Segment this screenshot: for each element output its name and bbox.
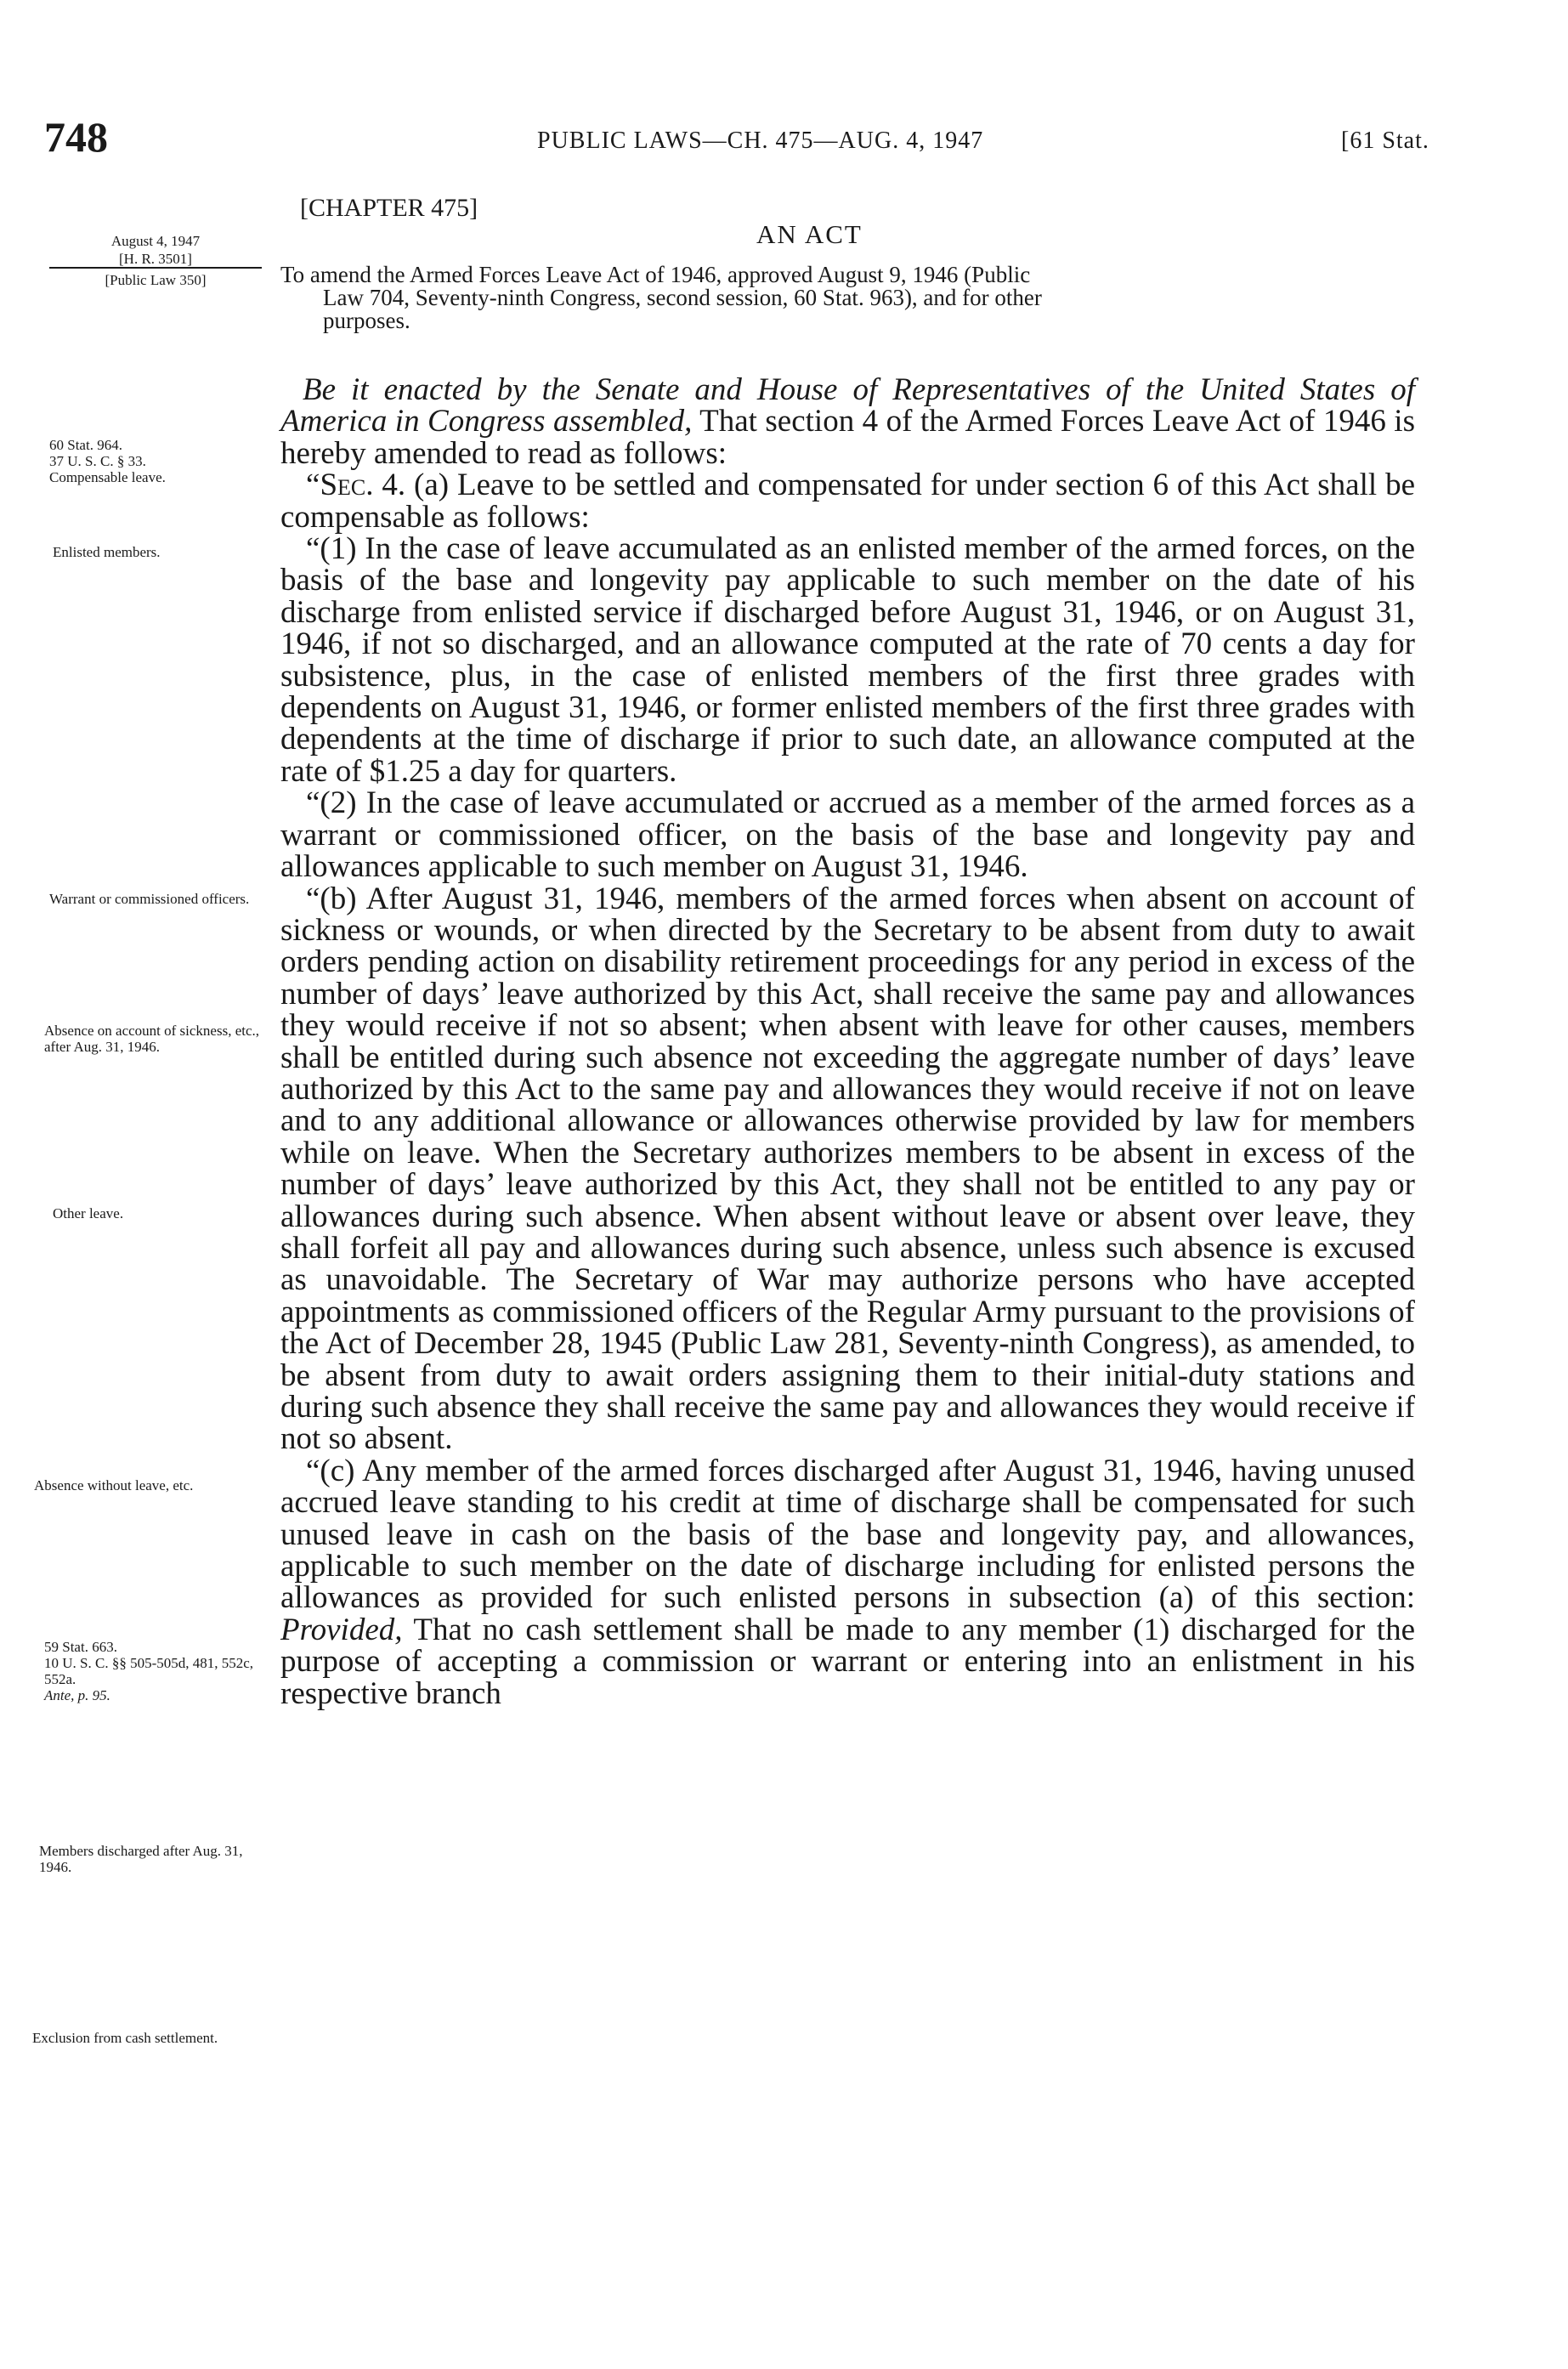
act-label: AN ACT [756, 219, 863, 249]
paragraph-c-text: “(c) Any member of the armed forces discharged after August 31, 1946, having unused accrued leave standing to his credit at time of discharge shall be compensated for such unused leave in cash on the basis of the base and longevity pay, and allowances, applicable to such member on the date of discharge including for enlisted persons the allowances as provided for such enlisted persons in subsection (a) of this section: [280, 1453, 1415, 1616]
provided-italic: Provided, [280, 1612, 403, 1647]
margin-note-other-leave: Other leave. [53, 1205, 124, 1221]
enacting-clause-rest: That section 4 of the Armed Forces Leave Act of 1946 is hereby amended to read as follows: [280, 404, 1415, 471]
section-label: Sec. [320, 468, 374, 503]
ante-citation: Ante, p. 95. [44, 1687, 110, 1703]
stat-citation: 60 Stat. 964. [49, 437, 122, 453]
act-title [280, 264, 1415, 332]
section-4a [280, 469, 1415, 533]
page-number: 748 [44, 113, 108, 161]
title-line-3: purposes. [323, 308, 410, 333]
usc-505-citation: 10 U. S. C. §§ 505-505d, 481, 552c, 552a. [44, 1655, 254, 1687]
paragraph-c [280, 1455, 1415, 1709]
margin-note-enlisted: Enlisted members. [53, 544, 161, 560]
title-line-1: To amend the Armed Forces Leave Act of 1946, approved August 9, 1946 (Public [280, 262, 1031, 287]
margin-note-absence-sickness: Absence on account of sickness, etc., after Aug. 31, 1946. [44, 1023, 260, 1055]
margin-note-stat [49, 437, 270, 485]
section-open-quote: “ [306, 468, 320, 503]
enactment-date: August 4, 1947 [110, 233, 201, 249]
body-text [280, 374, 1415, 1709]
margin-note-citations [44, 1639, 265, 1703]
enacting-clause-italic: Be it enacted by the Senate and House of Representatives of the United States of America in Congress assembled, [280, 372, 1415, 439]
margin-note-warrant: Warrant or commissioned officers. [49, 891, 250, 907]
public-law-number: [Public Law 350] [105, 272, 207, 288]
paragraph-a2: “(2) In the case of leave accumulated or accrued as a member of the armed forces as a warrant or commissioned officer, on the basis of the base and longevity pay and allowances applicable to such member on August 31, 1946. [280, 785, 1415, 885]
paragraph-a1: “(1) In the case of leave accumulated as an enlisted member of the armed forces, on the basis of the base and longevity pay applicable to such member on the date of his discharge from enlisted service if discharged before August 31, 1946, or on August 31, 1946, if not so discharged, and an allowance computed at the rate of 70 cents a day for subsistence, plus, in the case of enlisted members of the first three grades with dependents on August 31, 1946, or former enlisted members of the first three grades with dependents at the time of discharge if prior to such date, an allowance computed at the rate of $1.25 a day for quarters. [280, 531, 1415, 789]
compensable-leave-note: Compensable leave. [49, 469, 166, 485]
section-4a-text: 4. (a) Leave to be settled and compensated for under section 6 of this Act shall be compensable as follows: [280, 468, 1415, 535]
stat-663-citation: 59 Stat. 663. [44, 1639, 117, 1655]
chapter-heading: [CHAPTER 475] [300, 194, 478, 222]
statute-reference: [61 Stat. [1341, 128, 1429, 154]
title-line-2: Law 704, Seventy-ninth Congress, second session, 60 Stat. 963), and for other [323, 285, 1042, 310]
enacting-clause [280, 374, 1415, 469]
usc-citation: 37 U. S. C. § 33. [49, 453, 146, 469]
running-head: PUBLIC LAWS—CH. 475—AUG. 4, 1947 [537, 128, 984, 154]
paragraph-b: “(b) After August 31, 1946, members of the armed forces when absent on account of sickness or wounds, or when directed by the Secretary to be absent from duty to await orders pending action on disability retirement proceedings for any period in excess of the number of days’ leave authorized by this Act, shall receive the same pay and allowances they would receive if not so absent; when absent with leave for other causes, members shall be entitled during such absence not exceeding the aggregate number of days’ leave authorized by this Act to the same pay and allowances they would receive if not on leave and to any additional allowance or allowances otherwise provided by law for members while on leave. When the Secretary authorizes members to be absent in excess of the number of days’ leave authorized by this Act, they shall not be entitled to any pay or allowances during such absence. When absent without leave or absent over leave, they shall forfeit all pay and allowances during such absence, unless such absence is excused as unavoidable. The Secretary of War may authorize persons who have accepted appointments as commissioned officers of the Regular Army pursuant to the provisions of the Act of December 28, 1945 (Public Law 281, Seventy-ninth Congress), as amended, to be absent from duty to await orders assigning them to their initial-duty stations and during such absence they shall receive the same pay and allowances they would receive if not so absent. [280, 881, 1415, 1457]
margin-note-members-discharged: Members discharged after Aug. 31, 1946. [39, 1843, 243, 1875]
margin-note-exclusion: Exclusion from cash settlement. [32, 2030, 218, 2046]
margin-note-enactment [49, 233, 262, 288]
paragraph-c-continued: That no cash settlement shall be made to any member (1) discharged for the purpose of accepting a commission or warrant or entering into an enlistment in his respective branch [280, 1612, 1415, 1711]
house-bill-number: [H. R. 3501] [49, 251, 262, 269]
margin-note-absence-without: Absence without leave, etc. [34, 1477, 194, 1493]
